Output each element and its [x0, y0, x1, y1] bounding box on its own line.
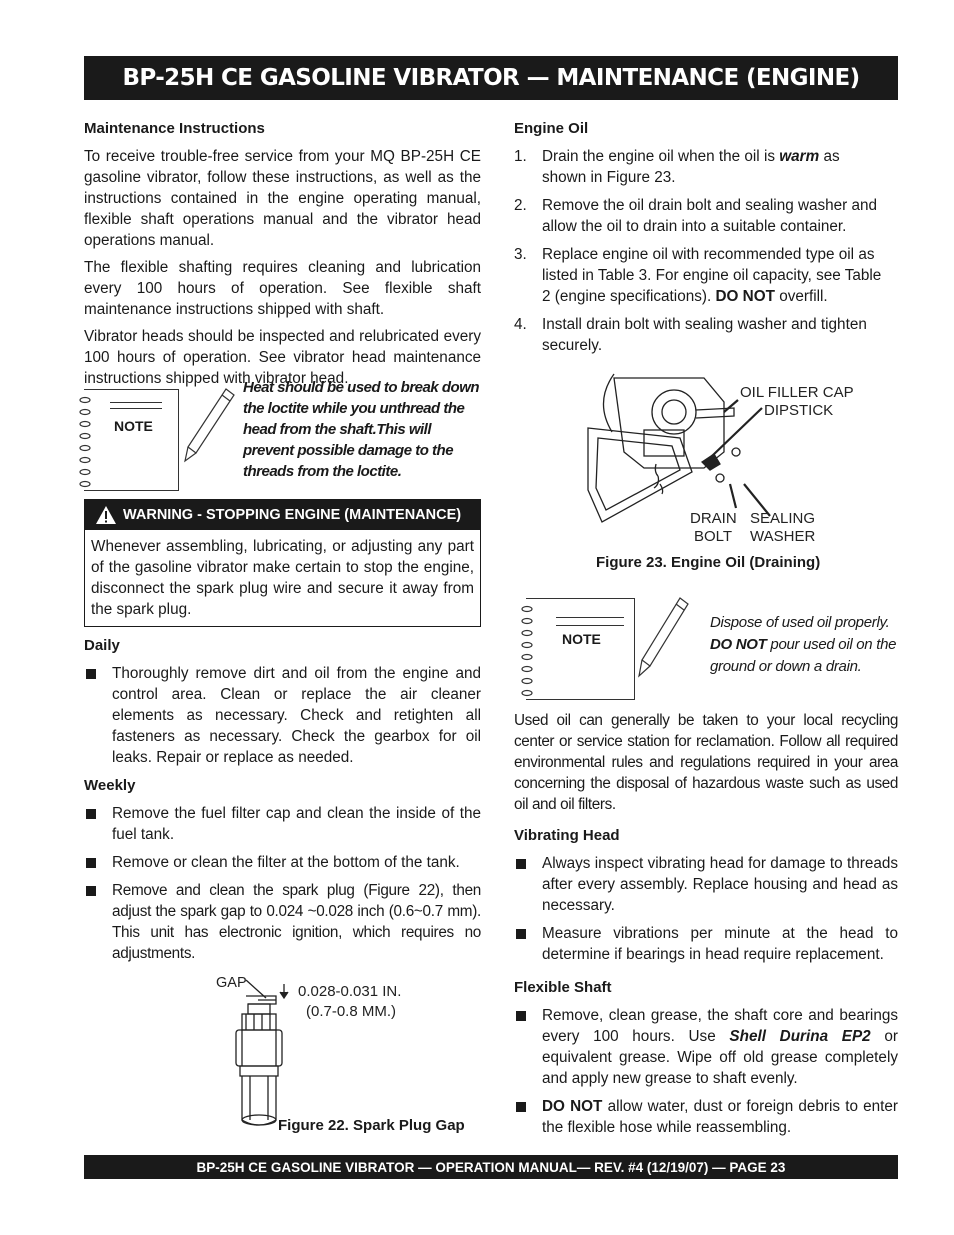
warning-triangle-icon [95, 505, 117, 525]
page-footer: BP-25H CE GASOLINE VIBRATOR — OPERATION MANUAL— REV. #4 (12/19/07) — PAGE 23 [84, 1155, 898, 1179]
vibrating-head-heading: Vibrating Head [514, 827, 620, 844]
note-loctite [84, 379, 481, 495]
weekly-list [84, 803, 481, 964]
notebook-icon [84, 389, 179, 491]
note-label: NOTE [562, 631, 601, 647]
gap-label: GAP [216, 975, 247, 991]
list-item: DO NOT allow water, dust or foreign debris to enter the flexible hose while reassembling. [514, 1096, 898, 1138]
maintenance-paragraph-2: The flexible shafting requires cleaning and lubrication every 100 hours of operation. See flexible shaft maintenance instructions shipped with shaft. [84, 259, 481, 318]
note-dispose-text: Dispose of used oil properly. DO NOT pour used oil on the ground or down a drain. [710, 614, 897, 675]
list-item: Measure vibrations per minute at the head to determine if bearings in head require replacement. [514, 923, 898, 965]
list-item: Thoroughly remove dirt and oil from the engine and control area. Clean or replace the air cleaner elements as necessary. Check and retighten all fasteners as necessary. Check the gearbox for oil leaks. Repair or replace as needed. [84, 663, 481, 768]
pencil-icon [182, 385, 238, 465]
note-dispose-oil [514, 592, 898, 704]
list-item: 2. Remove the oil drain bolt and sealing washer and allow the oil to drain into a suitable container. [514, 197, 878, 235]
warning-body: Whenever assembling, lubricating, or adjusting any part of the gasoline vibrator make certain to stop the engine, disconnect the spark plug wire and secure it away from the spark plug. [91, 538, 474, 618]
list-item: Always inspect vibrating head for damage to threads after every assembly. Replace housing and head as necessary. [514, 853, 898, 916]
spark-plug-figure [208, 970, 438, 1138]
engine-oil-heading: Engine Oil [514, 120, 589, 137]
gap-dimension-mm: (0.7-0.8 MM.) [306, 1003, 397, 1020]
oil-filler-cap-label: OIL FILLER CAP [740, 384, 854, 401]
flexible-shaft-heading: Flexible Shaft [514, 979, 612, 996]
page-title: BP-25H CE GASOLINE VIBRATOR — MAINTENANCE (ENGINE) [84, 56, 898, 100]
vibrating-head-list [514, 853, 898, 965]
engine-oil-steps [514, 146, 884, 356]
list-item: Remove or clean the filter at the bottom of the tank. [84, 852, 481, 873]
maintenance-paragraph-1: To receive trouble-free service from your MQ BP-25H CE gasoline vibrator, follow these instructions, as well as the instructions contained in the engine operating manual, flexible shaft operations manual and the vibrator head operations manual. [84, 148, 481, 249]
right-column-bottom [514, 710, 898, 1145]
right-column-top [514, 118, 884, 363]
maintenance-heading: Maintenance Instructions [84, 120, 265, 137]
dipstick-label: DIPSTICK [764, 402, 834, 419]
gap-dimension-inches: 0.028-0.031 IN. [298, 983, 402, 1000]
list-item: Remove and clean the spark plug (Figure 22), then adjust the spark gap to 0.024 ~0.028 inch (0.6~0.7 mm). This unit has electronic ignition, which requires no adjustments. [84, 880, 481, 964]
warning-title: WARNING - STOPPING ENGINE (MAINTENANCE) [123, 506, 462, 523]
pencil-icon [636, 594, 692, 680]
list-item: Remove, clean grease, the shaft core and bearings every 100 hours. Use Shell Durina EP2 or equivalent grease. Wipe off old grease completely and apply new grease to shaft evenly. [514, 1005, 898, 1089]
notebook-icon [526, 598, 635, 700]
drain-label: DRAIN [690, 510, 737, 527]
engine-oil-figure [584, 372, 884, 548]
warning-header [85, 500, 480, 530]
list-item: 1. Drain the engine oil when the oil is warm as shown in Figure 23. [514, 148, 840, 186]
weekly-heading: Weekly [84, 777, 136, 794]
figure-22-caption: Figure 22. Spark Plug Gap [278, 1117, 465, 1134]
figure-23-caption: Figure 23. Engine Oil (Draining) [596, 554, 821, 571]
note-loctite-text: Heat should be used to break down the loctite while you unthread the head from the shaft.This will prevent possible damage to the threads from the loctite. [243, 379, 480, 480]
list-item: Remove the fuel filter cap and clean the inside of the fuel tank. [84, 803, 481, 845]
bolt-label: BOLT [694, 528, 733, 545]
sealing-label: SEALING [750, 510, 816, 527]
daily-heading: Daily [84, 637, 120, 654]
left-column [84, 118, 481, 971]
maintenance-paragraph-3: Vibrator heads should be inspected and relubricated every 100 hours of operation. See vibrator head maintenance instructions shipped with vibrator head. [84, 328, 481, 387]
list-item: 4. Install drain bolt with sealing washer and tighten securely. [514, 316, 867, 354]
note-label: NOTE [114, 418, 153, 434]
washer-label: WASHER [750, 528, 816, 545]
list-item: 3. Replace engine oil with recommended type oil as listed in Table 3. For engine oil capacity, see Table 2 (engine specifications). DO NOT overfill. [514, 246, 882, 305]
daily-list [84, 663, 481, 768]
warning-box [84, 499, 481, 627]
flexible-shaft-list [514, 1005, 898, 1138]
used-oil-paragraph: Used oil can generally be taken to your local recycling center or service station for reclamation. Follow all required environmental rules and regulations required in your area concerning the disposal of hazardous waste such as used oil and oil filters. [514, 712, 898, 813]
